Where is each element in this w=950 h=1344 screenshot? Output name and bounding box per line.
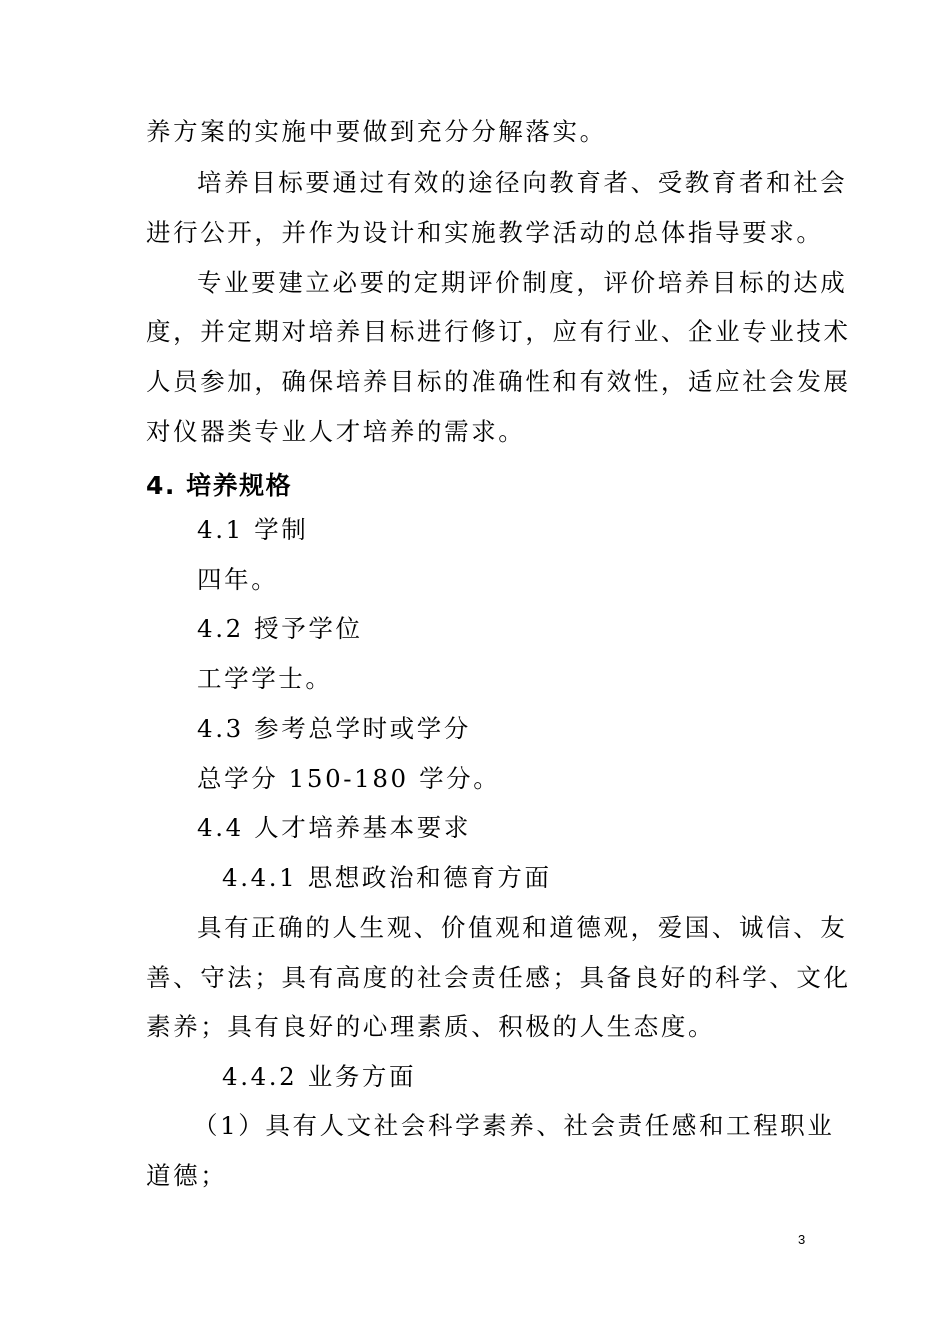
paragraph-line: 工学学士。 — [197, 664, 333, 693]
paragraph-line: 四年。 — [197, 565, 279, 594]
subsection-heading: 4.1 学制 — [197, 515, 309, 544]
subsubsection-heading: 4.4.2 业务方面 — [222, 1062, 417, 1091]
subsection-heading: 4.3 参考总学时或学分 — [197, 714, 471, 743]
paragraph-line: 度，并定期对培养目标进行修订，应有行业、企业专业技术 — [146, 317, 851, 346]
paragraph-line: 素养；具有良好的心理素质、积极的人生态度。 — [146, 1012, 716, 1041]
paragraph-line: 养方案的实施中要做到充分分解落实。 — [146, 117, 607, 146]
section-heading: 4. 培养规格 — [146, 471, 293, 500]
subsection-heading: 4.2 授予学位 — [197, 614, 363, 643]
paragraph-line: 专业要建立必要的定期评价制度，评价培养目标的达成 — [197, 268, 848, 297]
paragraph-line: 具有正确的人生观、价值观和道德观，爱国、诚信、友 — [197, 913, 848, 942]
paragraph-line: 人员参加，确保培养目标的准确性和有效性，适应社会发展 — [146, 367, 851, 396]
list-item-continuation: 道德； — [146, 1161, 228, 1190]
subsubsection-heading: 4.4.1 思想政治和德育方面 — [222, 863, 552, 892]
paragraph-line: 善、守法；具有高度的社会责任感；具备良好的科学、文化 — [146, 963, 851, 992]
paragraph-line: 对仪器类专业人才培养的需求。 — [146, 417, 526, 446]
paragraph-line: 总学分 150-180 学分。 — [197, 764, 501, 793]
page-number: 3 — [798, 1232, 806, 1247]
paragraph-line: 进行公开，并作为设计和实施教学活动的总体指导要求。 — [146, 218, 824, 247]
subsection-heading: 4.4 人才培养基本要求 — [197, 813, 471, 842]
paragraph-line: 培养目标要通过有效的途径向教育者、受教育者和社会 — [197, 168, 848, 197]
list-item: （1）具有人文社会科学素养、社会责任感和工程职业 — [193, 1111, 835, 1140]
